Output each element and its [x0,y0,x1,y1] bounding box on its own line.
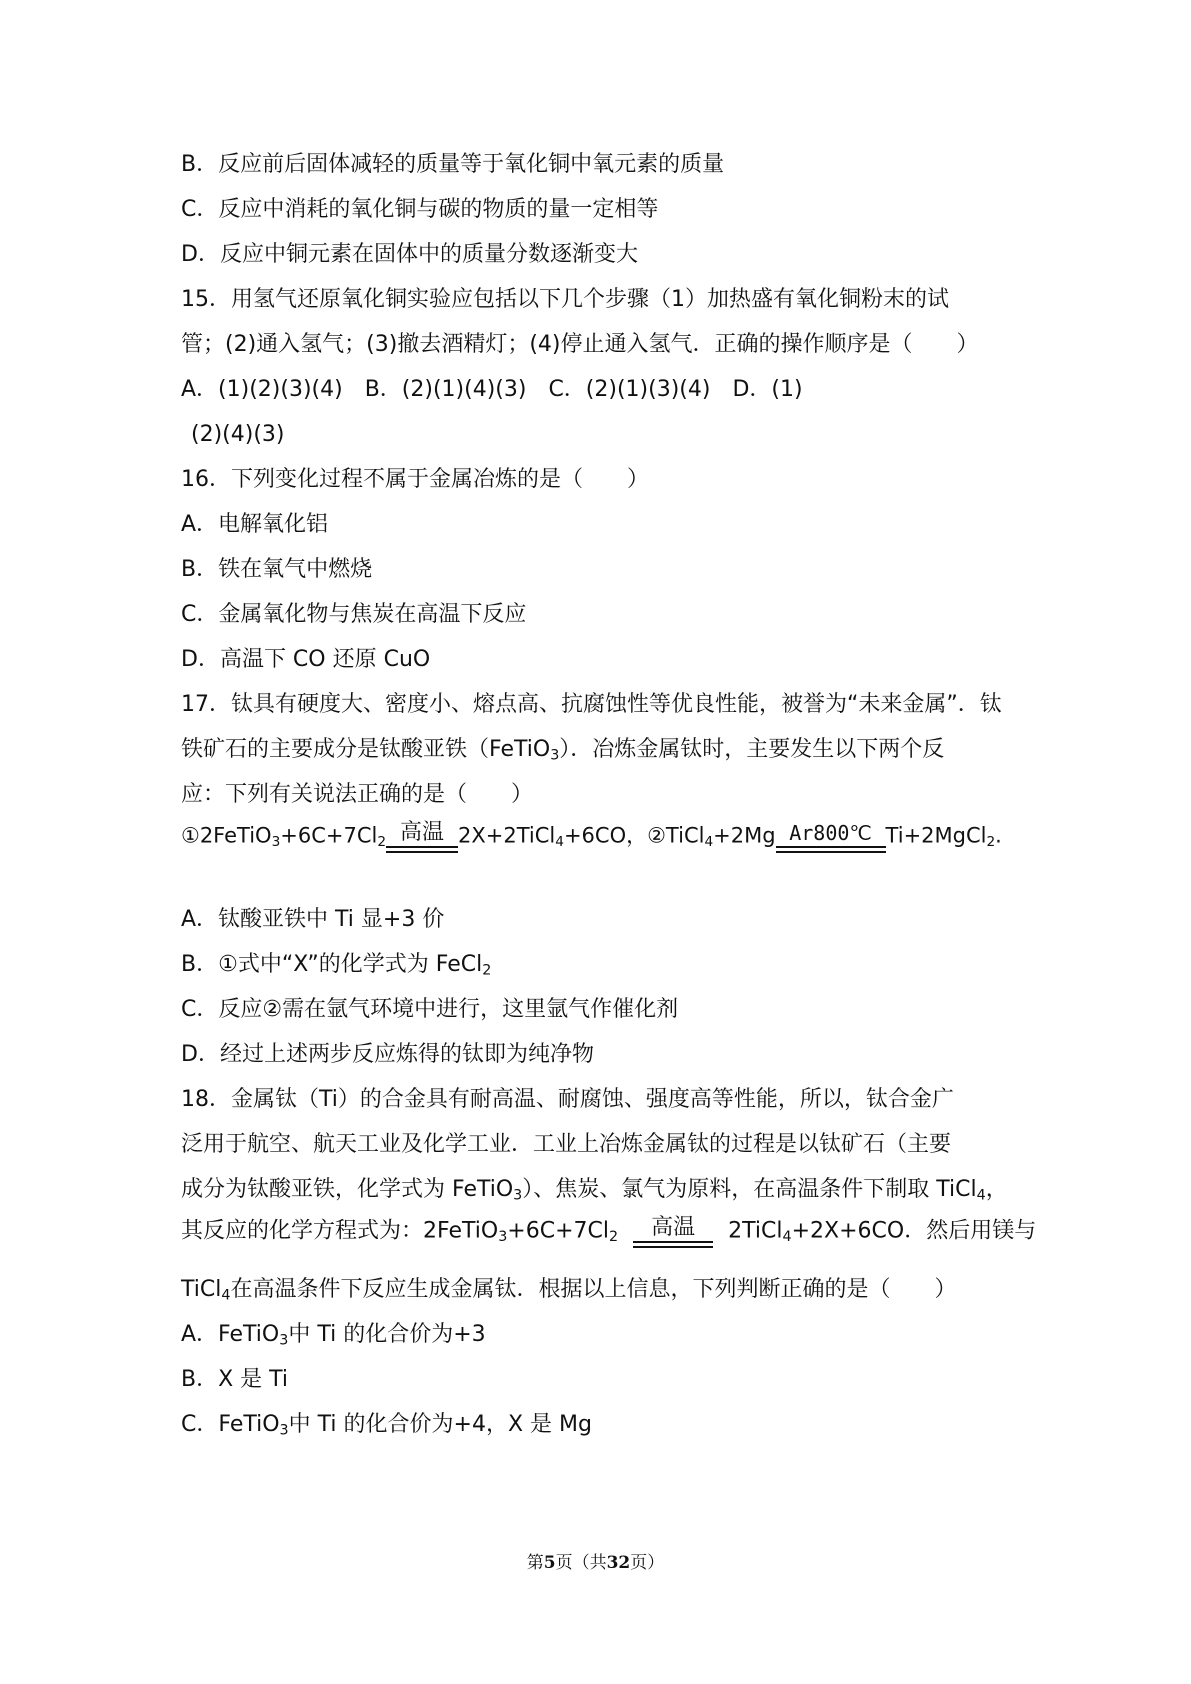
reaction-arrow-1: 高温 [386,820,458,853]
option-b-q14: B．反应前后固体减轻的质量等于氧化铜中氧元素的质量 [181,152,725,177]
option-d-q14: D．反应中铜元素在固体中的质量分数逐渐变大 [181,242,638,267]
question-16: 16．下列变化过程不属于金属冶炼的是（ ） [181,467,649,492]
question-17-line1: 17．钛具有硬度大、密度小、熔点高、抗腐蚀性等优良性能，被誉为“未来金属”．钛 [181,692,1002,717]
question-18-line3: 成分为钛酸亚铁，化学式为 FeTiO$_3$）、焦炭、氯气为原料，在高温条件下制取 TiCl$_4$， [181,1177,1008,1204]
option-d-q17: D．经过上述两步反应炼得的钛即为纯净物 [181,1042,594,1067]
option-a-q17: A．钛酸亚铁中 Ti 显+3 价 [181,907,445,932]
question-17-line3: 应：下列有关说法正确的是（ ） [181,782,534,807]
question-15-line2: 管；(2)通入氢气；(3)撤去酒精灯；(4)停止通入氢气．正确的操作顺序是（ ） [181,332,979,357]
option-b-q18: B．X 是 Ti [181,1367,289,1392]
option-c-q18: C．FeTiO$_3$中 Ti 的化合价为+4，X 是 Mg [181,1412,592,1439]
option-a-q16: A．电解氧化铝 [181,512,329,537]
question-18-line1: 18．金属钛（Ti）的合金具有耐高温、耐腐蚀、强度高等性能，所以，钛合金广 [181,1087,954,1112]
question-15-line1: 15．用氢气还原氧化铜实验应包括以下几个步骤（1）加热盛有氧化铜粉末的试 [181,287,949,312]
option-c-q17: C．反应②需在氩气环境中进行，这里氩气作催化剂 [181,997,679,1022]
option-b-q17: B．①式中“X”的化学式为 FeCl$_2$ [181,952,492,979]
reaction-arrow-3: 高温 [633,1215,713,1248]
question-18-line2: 泛用于航空、航天工业及化学工业．工业上冶炼金属钛的过程是以钛矿石（主要 [181,1132,952,1157]
question-15-options: A．(1)(2)(3)(4) B．(2)(1)(4)(3) C．(2)(1)(3)(4) D．(1) [181,377,803,402]
reaction-arrow-2: Ar800℃ [776,820,886,853]
option-b-q16: B．铁在氧气中燃烧 [181,557,373,582]
page-footer: 第5页（共32页） [526,1553,665,1573]
question-18-equation-line: 其反应的化学方程式为：$2FeTiO_3+6C+7Cl_2$ 高温 2TiCl$_4$+2X+6CO．然后用镁与 [181,1215,1036,1248]
reaction-equations: $①2FeTiO_3+6C+7Cl_2$ 高温 2X+2TiCl$_4$+6CO，②TiCl$_4$+2Mg Ar800℃ Ti+2MgCl$_2$. [181,820,1002,853]
question-17-line2: 铁矿石的主要成分是钛酸亚铁（FeTiO$_3$）．冶炼金属钛时，主要发生以下两个反 [181,737,945,764]
option-c-q14: C．反应中消耗的氧化铜与碳的物质的量一定相等 [181,197,659,222]
option-d-q16: D．高温下 CO 还原 CuO [181,647,431,672]
option-a-q18: A．FeTiO$_3$中 Ti 的化合价为+3 [181,1322,486,1349]
option-c-q16: C．金属氧化物与焦炭在高温下反应 [181,602,527,627]
question-18-line5: TiCl$_4$在高温条件下反应生成金属钛．根据以上信息，下列判断正确的是（ ） [181,1277,957,1304]
question-15-options-cont: (2)(4)(3) [191,422,285,447]
